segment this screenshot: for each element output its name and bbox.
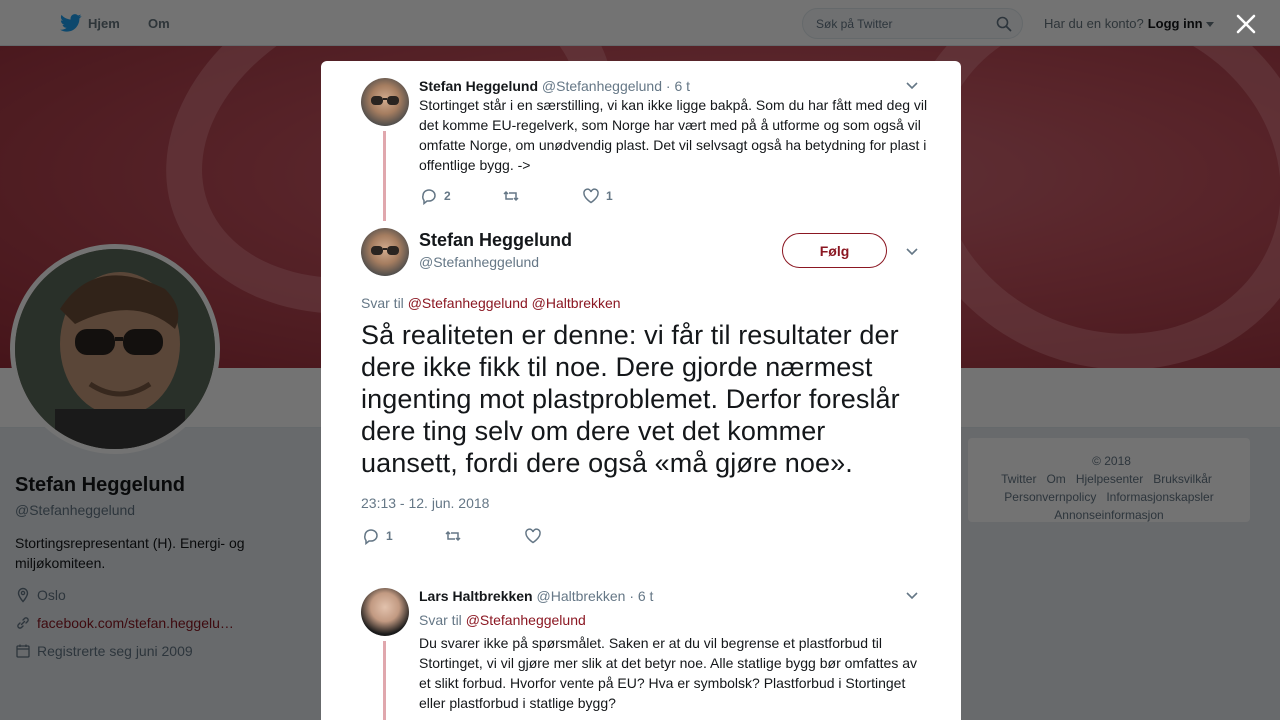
thread-line — [383, 641, 386, 720]
avatar-portrait — [371, 246, 399, 255]
tweet-modal — [321, 61, 961, 720]
tweet-time[interactable]: · 6 t — [665, 78, 691, 94]
tweet-text: Stortinget står i en særstilling, vi kan ikke ligge bakpå. Som du har fått med deg vil det komme EU-regelverk, som Norge har vært med på å utforme og som også vil omfatte Norge, om unødvendig plast. Det vil selvsagt også ha betydning for plast i offentlige bygg. -> — [419, 97, 928, 173]
close-icon[interactable] — [1234, 12, 1258, 36]
tweet-author-name[interactable]: Stefan Heggelund — [419, 78, 539, 94]
reply-context — [361, 295, 621, 311]
follow-button[interactable]: Følg — [782, 233, 887, 268]
retweet-icon — [444, 527, 462, 545]
main-tweet-author-name[interactable]: Stefan Heggelund — [419, 230, 573, 250]
retweet-button[interactable] — [502, 187, 582, 205]
reply-button[interactable] — [362, 527, 444, 545]
like-count: 1 — [606, 189, 613, 203]
reply-prefix: Svar til — [361, 295, 404, 311]
tweet-actions — [420, 187, 613, 205]
tweet-author-handle[interactable]: @Stefanheggelund — [541, 78, 662, 94]
tweet-time[interactable]: · 6 t — [629, 588, 654, 604]
like-button[interactable] — [524, 527, 548, 545]
thread-line — [383, 131, 386, 221]
tweet-author-name[interactable]: Lars Haltbrekken — [419, 588, 533, 604]
chevron-down-icon[interactable] — [905, 246, 919, 256]
reply-mention-link[interactable]: @Stefanheggelund — [465, 612, 586, 628]
reply-icon — [420, 187, 438, 205]
like-icon — [524, 527, 542, 545]
avatar[interactable] — [361, 78, 409, 126]
tweet-text: Du svarer ikke på spørsmålet. Saken er at du vil begrense et plastforbud til Stortinget, vi vil gjøre mer slik at det betyr noe. Alle statlige bygg bør omfattes av et slikt forbud. Hvorfor vente på EU? Hva er symbolsk? Plastforbud i Stortinget eller plastforbud i statlige bygg? — [419, 635, 917, 711]
like-icon — [582, 187, 600, 205]
reply-mention-link[interactable]: @Stefanheggelund — [407, 295, 528, 311]
tweet-author-handle[interactable]: @Haltbrekken — [536, 588, 626, 604]
reply-icon — [362, 527, 380, 545]
main-tweet-author-handle[interactable]: @Stefanheggelund — [419, 254, 540, 270]
reply-prefix: Svar til — [419, 612, 462, 628]
main-tweet-timestamp[interactable]: 23:13 - 12. jun. 2018 — [361, 495, 490, 511]
reply-count: 1 — [386, 529, 393, 543]
like-button[interactable] — [582, 187, 613, 205]
chevron-down-icon[interactable] — [905, 80, 919, 90]
reply-button[interactable] — [420, 187, 502, 205]
avatar-portrait — [371, 96, 399, 105]
reply-mention-link[interactable]: @Haltbrekken — [531, 295, 621, 311]
retweet-icon — [502, 187, 520, 205]
retweet-button[interactable] — [444, 527, 524, 545]
avatar[interactable] — [361, 588, 409, 636]
tweet-header — [419, 588, 653, 604]
reply-count: 2 — [444, 189, 451, 203]
tweet-actions — [362, 527, 548, 545]
avatar[interactable] — [361, 228, 409, 276]
tweet-header — [419, 78, 690, 94]
reply-context — [419, 612, 586, 628]
chevron-down-icon[interactable] — [905, 590, 919, 600]
main-tweet-text: Så realiteten er denne: vi får til resultater der dere ikke fikk til noe. Dere gjorde nærmest ingenting mot plastproblemet. Derfor foreslår dere ting selv om dere vet det kommer uansett, fordi dere også «må gjøre noe». — [361, 320, 900, 478]
